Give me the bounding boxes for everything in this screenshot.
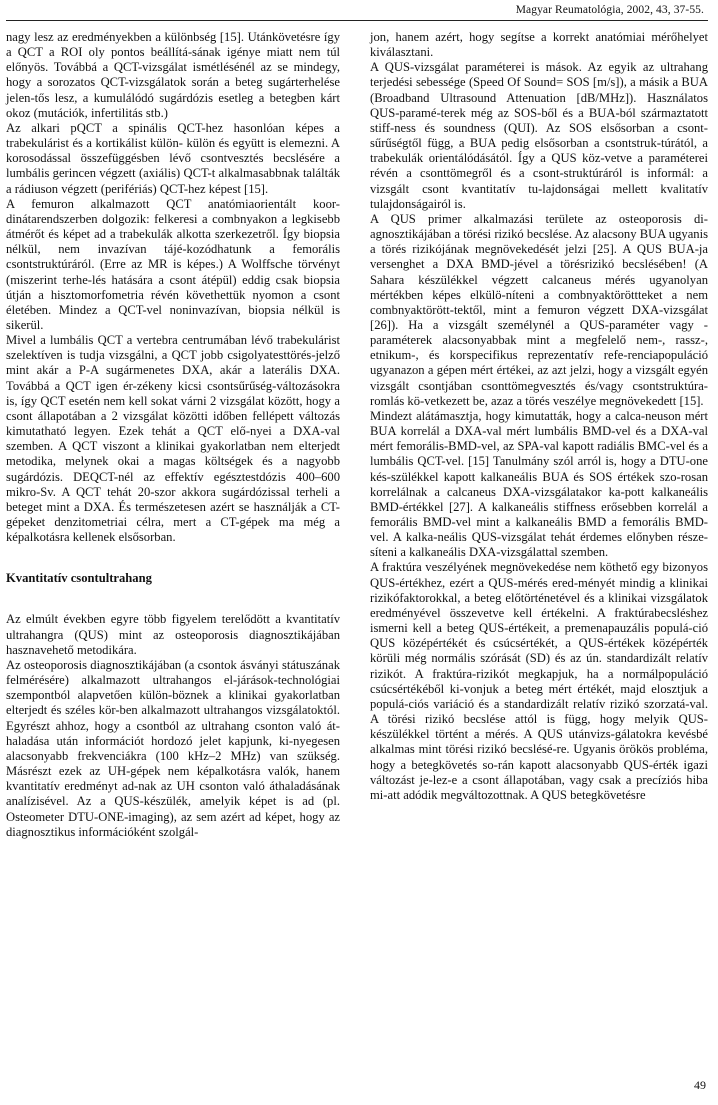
right-paragraph-5: A fraktúra veszélyének megnövekedése nem köthető egy bizonyos QUS-értékhez, ezért a QUS-mérés ered-ményét mindig a klinikai rizikófaktorokkal, a beteg előtörténetével és a klinikai vizsgálatok eredményével összevetve kell értékelni. A fraktúrabecsléshez ismerni kell a beteg QUS-értékeit, a premenapauzális populá-ció QUS középértékét és csúcsértékét, a QUS-értékek középérték körüli még normális szórását (SD) és az ún. standardizált relatív rizikót. A fraktúra-rizikót megkapjuk, ha a normálpopuláció csúcsértékéből ki-vonjuk a beteg mért értékét, majd elosztjuk a populá-ciós variáció és a standardizált relatív rizikó szorzatá-val. A törési rizikó becslése attól is függ, hogy melyik QUS-készülékkel történt a mérés. A QUS utánvizs-gálatokra kevésbé alkalmas mint törési rizikó becslésé-re. Ugyanis örökös probléma, hogy a betegkövetés so-rán kapott alacsonyabb QUS-érték igazi változást je-lez-e a csont állapotában, vagy csak a precíziós hiba mi-att adódik megváltozottnak. A QUS betegkövetésre — [370, 560, 708, 802]
left-paragraph-5: Az elmúlt években egyre több figyelem terelődött a kvantitatív ultrahangra (QUS) mint az osteoporosis diagnosztikájában hasznavehető metodikára. — [6, 612, 340, 657]
left-paragraph-6: Az osteoporosis diagnosztikájában (a csontok ásványi státuszának felmérésére) alkalmazott ultrahangos el-járások-technológiai szempontból alapvetően külön-böznek a klinikai gyakorlatban elterjedt és széles kör-ben alkalmazott ultrahangos vizsgálatoktól. Egyrészt ahhoz, hogy a csontból az ultrahang csonton való át-haladása után információt hordozó jelet kapjunk, ki-nyegesen alacsonyabb frekvenciákra (100 kHz–2 MHz) van szükség. Másrészt ezek az UH-gépek nem képalkotásra valók, hanem kvantitatív eredményt ad-nak az UH csonton való áthaladásának analízisével. Az a QUS-készülék, amelyik képet is ad (pl. Osteometer DTU-ONE-imaging), az sem azért ad képet, hogy az diagnosztikus információként szolgál- — [6, 657, 340, 839]
right-paragraph-3: A QUS primer alkalmazási területe az osteoporosis di-agnosztikájában a törési rizikó becslése. Az alacsony BUA ugyanis a törés rizikójának megnövekedését jelzi [25]. A QUS BUA-ja versenghet a DXA BMD-jével a törésrizikó becslésében! (A Sahara készülékkel végzett calcaneus mérés ugyanolyan mértékben képes elkülö-níteni a combnyaktöröttteket a nem combnyaktörött-tektől, mint a femuron végzett DXA-vizsgálat [26]). Ha a vizsgált személynél a QUS-paraméter vagy -paraméterek alacsonyabbak mint a megfelelő nem-, rassz-, etnikum-, és korspecifikus reprezentatív refe-renciapopuláció ugyanazon a gépen mért értékei, az azt jelzi, hogy a vizsgált egyén vizsgált csontjában csonttömegvesztés és/vagy csontstruktúra-romlás kö-vetkezett be, azaz a törés veszélye megnövekedett [15]. — [370, 211, 708, 408]
right-paragraph-4: Mindezt alátámasztja, hogy kimutatták, hogy a calca-neuson mért BUA korrelál a DXA-val mért lumbális BMD-vel és a DXA-val mért femorális-BMD-vel, az SPA-val kapott radiális BMC-vel és a lumbális QCT-vel. [15] Tanulmány szól arról is, hogy a DTU-one kés-szülékkel kapott kalkaneális BUA és SOS értékek szo-rosan korrelálnak a calcaneus DXA-vizsgálatakor ka-pott kalkaneális BMD-értékkel [27]. A kalkaneális stiffness erősebben korrelál a femorális BMD-vel mint a kalkaneális BMD a femorális BMD-vel. A kalka-neális QUS-vizsgálat tehát érdemes előnyben része-síteni a kalkaneális DXA-vizsgálattal szemben. — [370, 408, 708, 560]
left-paragraph-3: A femuron alkalmazott QCT anatómiaorientált koor-dinátarendszerben dolgozik: felkeresi a combnyakon a legkisebb átmérőt és képet ad a trabekulák alkotta szerkezetről. Így biopsia nélkül, nem invazívan tájé-kozódhatunk a femorális csontstruktúráról. (Erre az MR is képes.) A Wolffsche törvényt (miszerint terhe-lés hatására a csont átépül) eddig csak biopsia útján a hisztomorfometria révén követhettük nyomon a csont életében. Mindez a QCT-vel noninvazívan, biopsia nélkül is sikerül. — [6, 196, 340, 332]
page-number: 49 — [694, 1078, 706, 1092]
header-rule — [6, 20, 708, 21]
left-paragraph-2: Az alkari pQCT a spinális QCT-hez hasonlóan képes a trabekulárist és a kortikálist külön- külön és együtt is elemezni. A korosodással összefüggésben lévő csontvesztés becslésére a lumbális gerincen végzett (axiális) QCT-t alkalmasabbnak találták a rádiuson végzett (perifériás) QCT-hez képest [15]. — [6, 120, 340, 196]
right-paragraph-1: jon, hanem azért, hogy segítse a korrekt anatómiai mérőhelyet kiválasztani. — [370, 30, 708, 60]
right-paragraph-2: A QUS-vizsgálat paraméterei is mások. Az egyik az ultrahang terjedési sebessége (Speed Of Sound= SOS [m/s]), a másik a BUA (Broadband Ultrasound Attenuation [dB/MHz]). Használatos QUS-paramé-terek még az SOS-ből és a BUA-ból származtatott stiff-ness és soundness (QUI). Az SOS elsősorban a csont-sűrűségtől függ, a BUA pedig elsősorban a csontstruk-túrától, a trabekulák orientálódásától. Így a QUS köz-vetve a paraméterei révén a csonttömegről és a csont-struktúráról is informál: a vizsgált csont kvantitatív tu-lajdonságai mellett kvalitatív tulajdonságairól is. — [370, 60, 708, 211]
right-column — [370, 30, 708, 803]
running-header: Magyar Reumatológia, 2002, 43, 37-55. — [515, 4, 704, 16]
left-paragraph-4: Mivel a lumbális QCT a vertebra centrumában lévő trabekulárist szelektíven is tudja vizsgálni, a QCT jobb csigolyatesttörés-jelző mint akár a P-A sugármenetes DXA, akár a laterális DXA. Továbbá a QCT igen ér-zékeny kicsi csontsűrűség-változásokra is, így QCT esetén nem kell sokat várni 2 vizsgálat között, hogy a csont állapotában a 2 vizsgálat közötti időben fellépett változás kimutatható legyen. Ezek tehát a QCT elő-nyei a DXA-val szemben. A QCT viszont a klinikai gyakorlatban nem elterjedt metodika, melynek okai a magas költségek és a nagyobb sugárdózis. DEQCT-nél az effektív egésztestdózis 400–600 mikro-Sv. A QCT tehát 20-szor akkora sugárdózissal terheli a beteget mint a DXA. És természetesen azért se használják a CT-gépeket denzitometriai célra, mert a CT-gépek ma még a képalkotásra kellenek elsősorban. — [6, 333, 340, 545]
section-heading: Kvantitatív csontultrahang — [6, 571, 152, 586]
left-paragraph-1: nagy lesz az eredményekben a különbség [15]. Utánkövetésre így a QCT a ROI oly pontos beállítá-sának igénye miatt nem túl előnyös. Továbbá a QCT-vizsgálat ismétlésénél az se mindegy, hogy a sorozatos QCT-vizsgálatok során a beteg sugárterhelése jelen-tős lesz, a kumulálódó sugárdózis esetleg a betegben kárt okoz (mutációk, infertilitás stb.) — [6, 30, 340, 120]
left-column — [6, 30, 340, 840]
